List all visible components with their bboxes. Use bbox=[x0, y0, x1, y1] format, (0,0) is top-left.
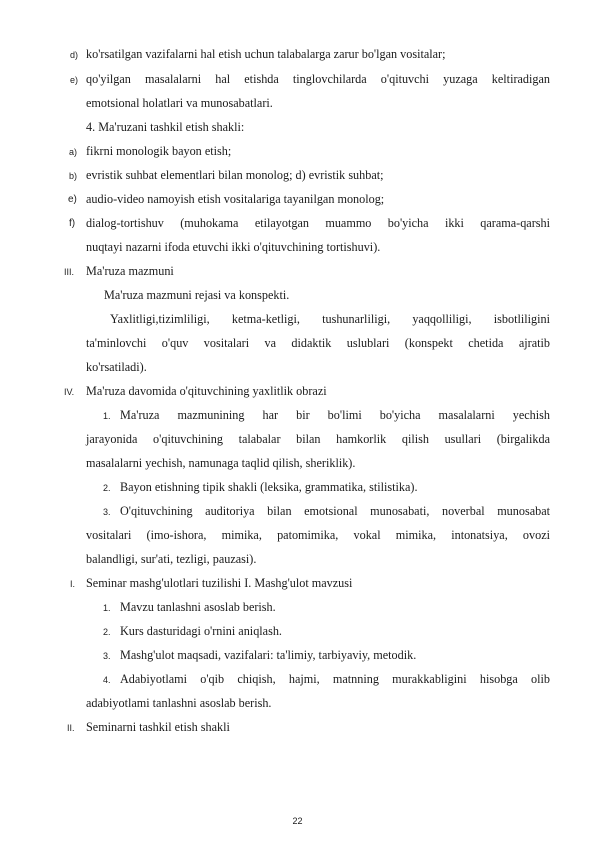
paragraph-text: ta'minlovchi o'quv vositalari va didaktik uslublari (konspekt chetida ajratib bbox=[86, 336, 550, 350]
list-marker: a) bbox=[69, 147, 78, 157]
number-marker: 1. bbox=[103, 411, 111, 421]
list-marker: b) bbox=[69, 171, 78, 181]
paragraph-text: ko'rsatiladi). bbox=[86, 360, 147, 374]
list-item-text-continued: emotsional holatlari va munosabatlari. bbox=[86, 96, 273, 110]
list-item-text: ko'rsatilgan vazifalarni hal etish uchun talabalarga zarur bo'lgan vositalar; bbox=[86, 47, 446, 61]
list-item-text: qo'yilgan masalalarni hal etishda tinglovchilarda o'qituvchi yuzaga keltiradigan bbox=[86, 72, 550, 86]
section-title: Seminar mashg'ulotlari tuzilishi I. Mashg'ulot mavzusi bbox=[86, 576, 353, 590]
number-marker: 1. bbox=[103, 603, 111, 613]
number-marker: 2. bbox=[103, 627, 111, 637]
numbered-item-text: Bayon etishning tipik shakli (leksika, grammatika, stilistika). bbox=[120, 480, 418, 494]
list-item-text: dialog-tortishuv (muhokama etilayotgan muammo bo'yicha ikki qarama-qarshi bbox=[86, 216, 550, 230]
list-item-text: audio-video namoyish etish vositalariga tayanilgan monolog; bbox=[86, 192, 385, 206]
subsection-text: Ma'ruza mazmuni rejasi va konspekti. bbox=[104, 288, 290, 302]
numbered-item-text-continued: masalalarni yechish, namunaga taqlid qilish, sheriklik). bbox=[86, 456, 356, 470]
paragraph-text: Yaxlitligi,tizimliligi, ketma-ketligi, tushunarliligi, yaqqolliligi, isbotliligini bbox=[110, 312, 550, 326]
roman-marker: IV. bbox=[64, 387, 75, 397]
list-item-text: fikrni monologik bayon etish; bbox=[86, 144, 232, 158]
list-marker: f) bbox=[69, 218, 76, 229]
number-marker: 4. bbox=[103, 675, 111, 685]
section-title: Ma'ruza davomida o'qituvchining yaxlitlik obrazi bbox=[86, 384, 327, 398]
numbered-item-text: O'qituvchining auditoriya bilan emotsional munosabati, noverbal munosabat bbox=[120, 504, 550, 518]
number-marker: 3. bbox=[103, 651, 111, 661]
section-title: Ma'ruza mazmuni bbox=[86, 264, 174, 278]
roman-marker: III. bbox=[64, 267, 75, 277]
numbered-item-text: Kurs dasturidagi o'rnini aniqlash. bbox=[120, 624, 282, 638]
section-title: Seminarni tashkil etish shakli bbox=[86, 720, 230, 734]
number-marker: 2. bbox=[103, 483, 111, 493]
numbered-item-text-continued: jarayonida o'qituvchining talabalar bilan hamkorlik qilish usullari (birgalikda bbox=[86, 432, 550, 446]
numbered-item-text: Ma'ruza mazmunining har bir bo'limi bo'yicha masalalarni yechish bbox=[120, 408, 550, 422]
numbered-item-text-continued: balandligi, sur'ati, tezligi, pauzasi). bbox=[86, 552, 257, 566]
list-item-text-continued: nuqtayi nazarni ifoda etuvchi ikki o'qituvchining tortishuvi). bbox=[86, 240, 381, 254]
roman-marker: II. bbox=[67, 723, 75, 733]
numbered-item-text: Adabiyotlami o'qib chiqish, hajmi, matnning murakkabligini hisobga olib bbox=[120, 672, 550, 686]
section-title: 4. Ma'ruzani tashkil etish shakli: bbox=[86, 120, 245, 134]
list-item-text: evristik suhbat elementlari bilan monolog; d) evristik suhbat; bbox=[86, 168, 384, 182]
numbered-item-text-continued: vositalari (imo-ishora, mimika, patomimika, vokal mimika, intonatsiya, ovozi bbox=[86, 528, 550, 542]
list-marker: e) bbox=[70, 75, 79, 85]
numbered-item-text: Mavzu tanlashni asoslab berish. bbox=[120, 600, 276, 614]
numbered-item-text: Mashg'ulot maqsadi, vazifalari: ta'limiy, tarbiyaviy, metodik. bbox=[120, 648, 417, 662]
list-marker: e) bbox=[68, 194, 77, 205]
roman-marker: I. bbox=[70, 579, 76, 589]
number-marker: 3. bbox=[103, 507, 111, 517]
numbered-item-text-continued: adabiyotlami tanlashni asoslab berish. bbox=[86, 696, 272, 710]
list-marker: d) bbox=[70, 50, 79, 60]
page-number: 22 bbox=[292, 816, 303, 826]
